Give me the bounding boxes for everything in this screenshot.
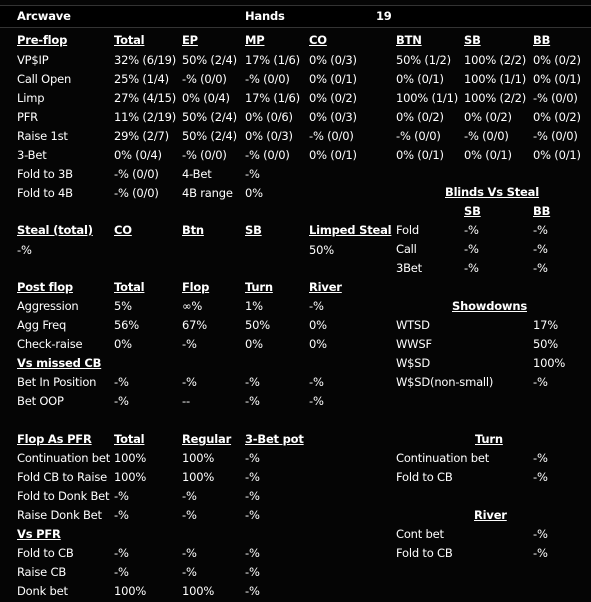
postflop-cell: 0% (245, 337, 263, 351)
flop-pfr-col-header: Total (114, 432, 145, 446)
steal-col-header: Btn (182, 223, 204, 237)
preflop-cell: -% (0/0) (182, 72, 227, 86)
vs-pfr-cell: 100% (182, 584, 215, 598)
postflop-cell: 56% (114, 318, 139, 332)
turn-cell: -% (533, 451, 548, 465)
flop-pfr-cell: -% (245, 508, 260, 522)
vs-pfr-cell: -% (114, 546, 129, 560)
preflop-cell: 32% (6/19) (114, 53, 177, 67)
river-row-label: Cont bet (396, 527, 444, 541)
postflop-col-header: Post flop (17, 280, 73, 294)
hands-count: 19 (376, 9, 392, 23)
vs-pfr-cell: 100% (114, 584, 147, 598)
preflop-cell: 100% (1/1) (464, 72, 527, 86)
blinds-col-header: BB (533, 204, 551, 218)
postflop-cell: 67% (182, 318, 207, 332)
showdown-row-label: W$SD (396, 356, 431, 370)
missed-cb-cell: -% (114, 375, 129, 389)
preflop-col-header: BTN (396, 33, 422, 47)
preflop-cell: 0% (0/2) (533, 53, 581, 67)
flop-pfr-col-header: 3-Bet pot (245, 432, 304, 446)
preflop-row-label: 3-Bet (17, 148, 47, 162)
blinds-row-label: Fold (396, 223, 419, 237)
postflop-cell: ∞% (182, 299, 203, 313)
preflop-cell: 0% (0/2) (396, 110, 444, 124)
missed-cb-cell: -- (182, 394, 190, 408)
steal-col-header: SB (245, 223, 262, 237)
missed-cb-cell: -% (182, 375, 197, 389)
steal-col-header: CO (114, 223, 132, 237)
limped-steal-value: 50% (309, 243, 334, 257)
preflop-cell: 50% (1/2) (396, 53, 451, 67)
postflop-cell: 0% (309, 337, 327, 351)
showdowns-title: Showdowns (452, 299, 527, 313)
preflop-cell: 0% (0/2) (309, 91, 357, 105)
steal-total-value: -% (17, 243, 32, 257)
preflop-cell: 25% (1/4) (114, 72, 169, 86)
preflop-cell: 4B range (182, 186, 233, 200)
preflop-cell: -% (0/0) (245, 148, 290, 162)
blinds-col-header: SB (464, 204, 481, 218)
preflop-cell: -% (0/0) (464, 129, 509, 143)
blinds-vs-steal-title: Blinds Vs Steal (445, 185, 539, 199)
missed-cb-cell: -% (245, 375, 260, 389)
showdown-row-label: WWSF (396, 337, 432, 351)
preflop-row-label: Fold to 3B (17, 167, 73, 181)
flop-pfr-col-header: Flop As PFR (17, 432, 92, 446)
preflop-col-header: SB (464, 33, 481, 47)
flop-pfr-cell: -% (245, 489, 260, 503)
preflop-col-header: EP (182, 33, 198, 47)
blinds-row-label: Call (396, 242, 417, 256)
blinds-cell: -% (533, 242, 548, 256)
vs-pfr-cell: -% (245, 584, 260, 598)
preflop-cell: 17% (1/6) (245, 53, 300, 67)
river-title: River (474, 508, 507, 522)
preflop-cell: 0% (0/3) (309, 110, 357, 124)
showdown-row-label: W$SD(non-small) (396, 375, 494, 389)
preflop-cell: -% (0/0) (396, 129, 441, 143)
preflop-cell: 0% (0/3) (245, 129, 293, 143)
preflop-col-header: Pre-flop (17, 33, 68, 47)
flop-pfr-cell: 100% (114, 451, 147, 465)
postflop-cell: -% (309, 299, 324, 313)
flop-pfr-cell: -% (245, 451, 260, 465)
flop-pfr-cell: -% (114, 489, 129, 503)
preflop-cell: 0% (245, 186, 263, 200)
showdown-cell: -% (533, 375, 548, 389)
turn-cell: -% (533, 470, 548, 484)
preflop-cell: 0% (0/1) (464, 148, 512, 162)
showdown-cell: 50% (533, 337, 558, 351)
vs-pfr-title: Vs PFR (17, 527, 61, 541)
preflop-cell: 0% (0/3) (309, 53, 357, 67)
preflop-col-header: MP (245, 33, 265, 47)
postflop-cell: 5% (114, 299, 132, 313)
preflop-cell: 0% (0/4) (114, 148, 162, 162)
postflop-row-label: Agg Freq (17, 318, 67, 332)
preflop-cell: 29% (2/7) (114, 129, 169, 143)
turn-row-label: Fold to CB (396, 470, 453, 484)
preflop-cell: 0% (0/6) (245, 110, 293, 124)
flop-pfr-cell: -% (182, 508, 197, 522)
showdown-row-label: WTSD (396, 318, 430, 332)
vs-pfr-row-label: Raise CB (17, 565, 67, 579)
missed-cb-row-label: Bet OOP (17, 394, 64, 408)
vs-pfr-cell: -% (245, 546, 260, 560)
preflop-cell: 50% (2/4) (182, 53, 237, 67)
flop-pfr-row-label: Raise Donk Bet (17, 508, 102, 522)
flop-pfr-cell: -% (182, 489, 197, 503)
missed-cb-cell: -% (114, 394, 129, 408)
preflop-cell: 50% (2/4) (182, 129, 237, 143)
vs-pfr-cell: -% (245, 565, 260, 579)
preflop-row-label: VP$IP (17, 53, 49, 67)
preflop-cell: 0% (0/1) (533, 148, 581, 162)
postflop-cell: 0% (114, 337, 132, 351)
player-name: Arcwave (17, 9, 71, 23)
blinds-cell: -% (464, 223, 479, 237)
preflop-cell: -% (0/0) (533, 129, 578, 143)
postflop-col-header: River (309, 280, 342, 294)
preflop-col-header: BB (533, 33, 551, 47)
preflop-cell: -% (0/0) (245, 72, 290, 86)
blinds-cell: -% (533, 223, 548, 237)
preflop-cell: 27% (4/15) (114, 91, 177, 105)
hands-label: Hands (245, 9, 285, 23)
vs-pfr-cell: -% (182, 546, 197, 560)
missed-cb-cell: -% (309, 375, 324, 389)
missed-cb-cell: -% (245, 394, 260, 408)
preflop-cell: 0% (0/2) (533, 110, 581, 124)
postflop-cell: 1% (245, 299, 263, 313)
preflop-cell: 100% (1/1) (396, 91, 459, 105)
preflop-col-header: Total (114, 33, 145, 47)
preflop-cell: 0% (0/1) (309, 72, 357, 86)
header-bar (0, 5, 591, 28)
preflop-cell: 0% (0/1) (309, 148, 357, 162)
steal-col-header: Limped Steal (309, 223, 392, 237)
missed-cb-row-label: Bet In Position (17, 375, 97, 389)
turn-row-label: Continuation bet (396, 451, 490, 465)
river-cell: -% (533, 527, 548, 541)
river-row-label: Fold to CB (396, 546, 453, 560)
showdown-cell: 17% (533, 318, 558, 332)
preflop-cell: -% (0/0) (114, 186, 159, 200)
preflop-row-label: Call Open (17, 72, 72, 86)
postflop-cell: 50% (245, 318, 270, 332)
flop-pfr-row-label: Fold to Donk Bet (17, 489, 110, 503)
missed-cb-cell: -% (309, 394, 324, 408)
preflop-cell: 0% (0/4) (182, 91, 230, 105)
preflop-row-label: Fold to 4B (17, 186, 73, 200)
preflop-cell: 0% (0/1) (396, 72, 444, 86)
flop-pfr-row-label: Fold CB to Raise (17, 470, 108, 484)
postflop-row-label: Check-raise (17, 337, 83, 351)
preflop-cell: -% (0/0) (309, 129, 354, 143)
preflop-cell: -% (0/0) (182, 148, 227, 162)
postflop-col-header: Flop (182, 280, 210, 294)
steal-col-header: Steal (total) (17, 223, 93, 237)
river-cell: -% (533, 546, 548, 560)
flop-pfr-cell: -% (114, 508, 129, 522)
postflop-row-label: Aggression (17, 299, 79, 313)
preflop-row-label: Limp (17, 91, 45, 105)
postflop-cell: -% (182, 337, 197, 351)
postflop-cell: 0% (309, 318, 327, 332)
flop-pfr-row-label: Continuation bet (17, 451, 111, 465)
vs-pfr-row-label: Donk bet (17, 584, 68, 598)
flop-pfr-cell: 100% (182, 470, 215, 484)
preflop-cell: 17% (1/6) (245, 91, 300, 105)
vs-pfr-row-label: Fold to CB (17, 546, 74, 560)
flop-pfr-cell: 100% (114, 470, 147, 484)
flop-pfr-col-header: Regular (182, 432, 232, 446)
postflop-col-header: Turn (245, 280, 273, 294)
preflop-cell: 0% (0/1) (533, 72, 581, 86)
preflop-cell: -% (0/0) (533, 91, 578, 105)
preflop-cell: 100% (2/2) (464, 53, 527, 67)
preflop-cell: 11% (2/19) (114, 110, 177, 124)
showdown-cell: 100% (533, 356, 566, 370)
preflop-cell: -% (245, 167, 260, 181)
preflop-row-label: PFR (17, 110, 38, 124)
blinds-row-label: 3Bet (396, 261, 422, 275)
postflop-col-header: Total (114, 280, 145, 294)
blinds-cell: -% (533, 261, 548, 275)
flop-pfr-cell: 100% (182, 451, 215, 465)
preflop-cell: 0% (0/1) (396, 148, 444, 162)
preflop-cell: 100% (2/2) (464, 91, 527, 105)
vs-pfr-cell: -% (114, 565, 129, 579)
blinds-cell: -% (464, 242, 479, 256)
preflop-col-header: CO (309, 33, 327, 47)
vs-missed-cb-title: Vs missed CB (17, 356, 102, 370)
turn-title: Turn (475, 432, 503, 446)
preflop-row-label: Raise 1st (17, 129, 68, 143)
flop-pfr-cell: -% (245, 470, 260, 484)
vs-pfr-cell: -% (182, 565, 197, 579)
preflop-cell: 50% (2/4) (182, 110, 237, 124)
preflop-cell: 0% (0/2) (464, 110, 512, 124)
blinds-cell: -% (464, 261, 479, 275)
preflop-cell: -% (0/0) (114, 167, 159, 181)
preflop-cell: 4-Bet (182, 167, 212, 181)
